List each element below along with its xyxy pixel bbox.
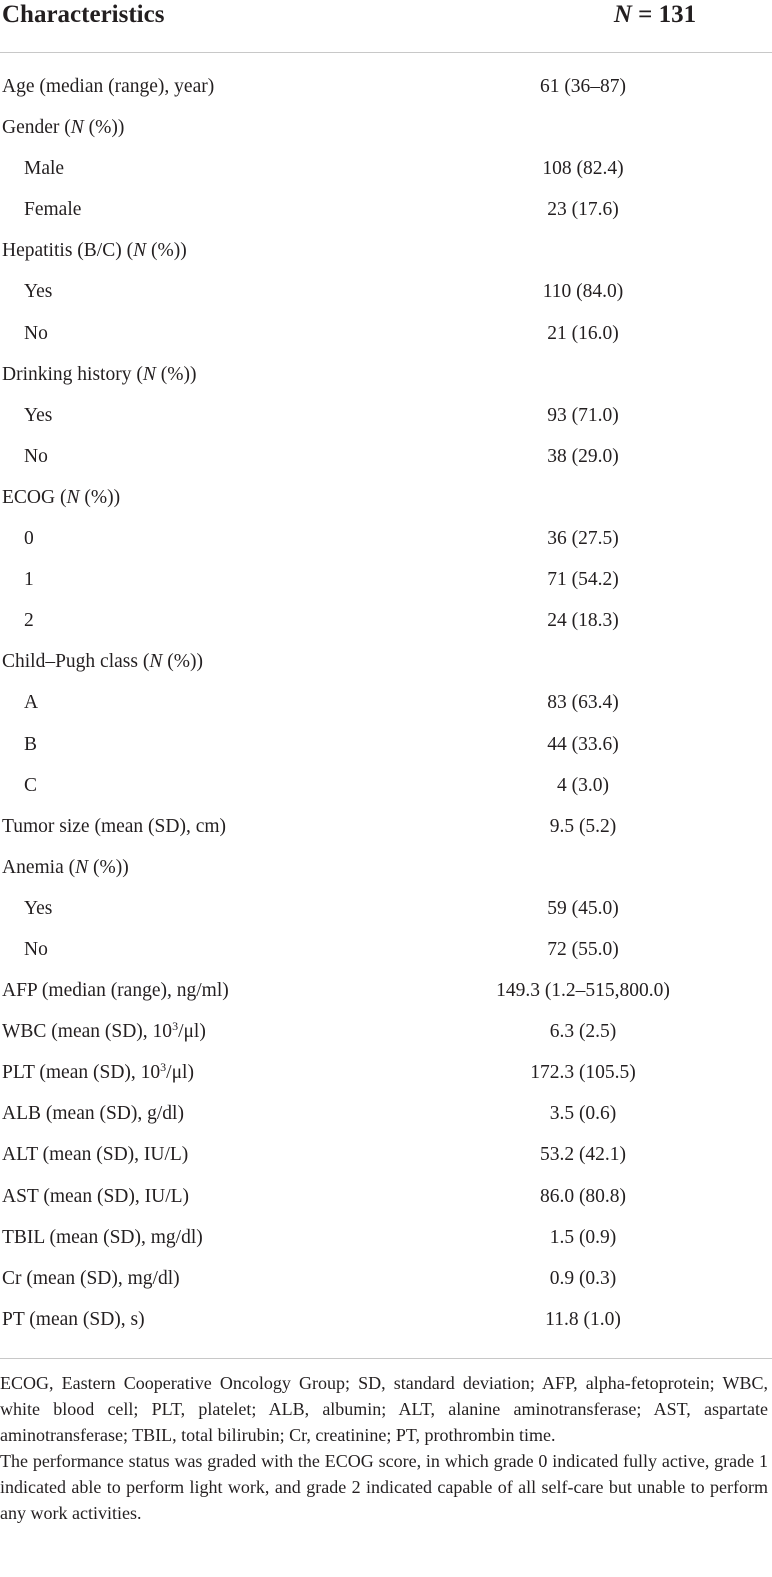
table-row — [0, 765, 772, 806]
row-value: 72 (55.0) — [547, 938, 619, 960]
table-row — [0, 806, 772, 847]
row-value: 3.5 (0.6) — [549, 1103, 617, 1125]
table-row — [0, 518, 772, 559]
table-row — [0, 189, 772, 230]
row-value: 21 (16.0) — [547, 322, 619, 344]
table-row — [0, 230, 772, 271]
table-row — [0, 1176, 772, 1217]
row-value: 172.3 (105.5) — [530, 1062, 636, 1084]
row-value: 61 (36–87) — [539, 76, 627, 97]
table-row — [0, 395, 772, 436]
row-value: 110 (84.0) — [542, 281, 624, 303]
header-n-value: = 131 — [631, 1, 697, 28]
table-row — [0, 724, 772, 765]
row-value: 6.3 (2.5) — [549, 1021, 617, 1043]
table-bottom-rule — [0, 1358, 772, 1359]
row-value: 53.2 (42.1) — [539, 1144, 627, 1166]
row-label: No — [24, 322, 48, 344]
row-value: 1.5 (0.9) — [549, 1226, 617, 1248]
table-row — [0, 641, 772, 682]
row-label: AST (mean (SD), IU/L) — [2, 1185, 190, 1207]
row-label: ALT (mean (SD), IU/L) — [2, 1144, 189, 1166]
header-characteristics: Characteristics — [2, 1, 165, 28]
row-value: 149.3 (1.2–515,800.0) — [496, 980, 670, 1002]
table-row — [0, 847, 772, 888]
row-label: Child–Pugh class (N (%)) — [2, 651, 203, 673]
row-label: No — [24, 445, 48, 467]
row-value: 24 (18.3) — [547, 610, 619, 632]
table-row — [0, 107, 772, 148]
row-value: 23 (17.6) — [547, 199, 619, 221]
table-row — [0, 1134, 772, 1175]
row-label: PLT (mean (SD), $10^3/\mu l$) — [2, 1060, 194, 1084]
row-label: Anemia (N (%)) — [2, 856, 129, 878]
row-label: PT (mean (SD), s) — [2, 1308, 145, 1330]
table-body — [0, 66, 772, 1340]
row-label: Male — [24, 158, 65, 180]
table-row — [0, 888, 772, 929]
row-label: B — [24, 733, 38, 755]
table-row — [0, 1258, 772, 1299]
footnote-performance-status: The performance status was graded with the ECOG score, in which grade 0 indicated fully active, grade 1 indicated able to perform light work, and grade 2 indicated capable of all self-care but unable to perform any work activities. — [0, 1451, 768, 1523]
row-label: AFP (median (range), ng/ml) — [2, 980, 229, 1002]
row-value: 108 (82.4) — [542, 158, 624, 180]
row-label: Cr (mean (SD), mg/dl) — [2, 1267, 180, 1289]
row-value: 9.5 (5.2) — [549, 815, 617, 837]
row-label: Drinking history (N (%)) — [2, 363, 197, 385]
table-row — [0, 1093, 772, 1134]
table-row — [0, 477, 772, 518]
table-row — [0, 66, 772, 107]
table-row — [0, 1052, 772, 1093]
table-header — [0, 0, 772, 53]
table-row — [0, 313, 772, 354]
table-row — [0, 1217, 772, 1258]
row-value: 71 (54.2) — [547, 569, 619, 591]
header-n — [540, 0, 770, 30]
table-row — [0, 929, 772, 970]
row-label: Hepatitis (B/C) (N (%)) — [2, 240, 187, 262]
row-value: 36 (27.5) — [547, 528, 619, 550]
row-label: Age (median (range), year) — [2, 76, 215, 97]
row-label: A — [24, 692, 39, 714]
table-row — [0, 1011, 772, 1052]
row-value: 0.9 (0.3) — [549, 1267, 617, 1289]
row-value: 93 (71.0) — [547, 404, 619, 426]
row-label: No — [24, 938, 48, 960]
table-row — [0, 271, 772, 312]
row-label: WBC (mean (SD), $10^3/\mu l$) — [2, 1019, 206, 1043]
row-label: Female — [24, 199, 82, 221]
row-value: 44 (33.6) — [547, 733, 619, 755]
table-footnotes — [0, 1370, 768, 1526]
row-label: Yes — [24, 404, 53, 426]
row-label: C — [24, 774, 38, 796]
table-row — [0, 354, 772, 395]
table-row — [0, 682, 772, 723]
row-label: 0 — [24, 528, 34, 550]
row-value: 11.8 (1.0) — [545, 1308, 621, 1330]
row-label: Tumor size (mean (SD), cm) — [2, 815, 227, 837]
row-label: Gender (N (%)) — [2, 117, 125, 139]
row-label: ALB (mean (SD), g/dl) — [2, 1103, 184, 1125]
row-label: Yes — [24, 281, 53, 303]
table-row — [0, 436, 772, 477]
header-n-symbol: N — [613, 1, 632, 28]
row-label: 2 — [24, 610, 34, 632]
table-row — [0, 148, 772, 189]
table-row — [0, 559, 772, 600]
row-value: 4 (3.0) — [557, 774, 609, 796]
row-value: 83 (63.4) — [547, 692, 619, 714]
table-row — [0, 970, 772, 1011]
row-value: 86.0 (80.8) — [539, 1185, 627, 1207]
row-value: 59 (45.0) — [547, 897, 619, 919]
row-value: 38 (29.0) — [547, 445, 619, 467]
row-label: ECOG (N (%)) — [2, 486, 121, 508]
row-label: Yes — [24, 897, 53, 919]
row-label: 1 — [24, 569, 34, 591]
table-row — [0, 1299, 772, 1340]
table-row — [0, 600, 772, 641]
row-label: TBIL (mean (SD), mg/dl) — [2, 1226, 203, 1248]
footnote-abbreviations: ECOG, Eastern Cooperative Oncology Group; SD, standard deviation; AFP, alpha-fetoprotein; WBC, white blood cell; PLT, platelet; ALB, albumin; ALT, alanine aminotransferase; AST, aspartate aminotransferase; TBIL, total bilirubin; Cr, creatinine; PT, prothrombin time. — [0, 1373, 768, 1445]
